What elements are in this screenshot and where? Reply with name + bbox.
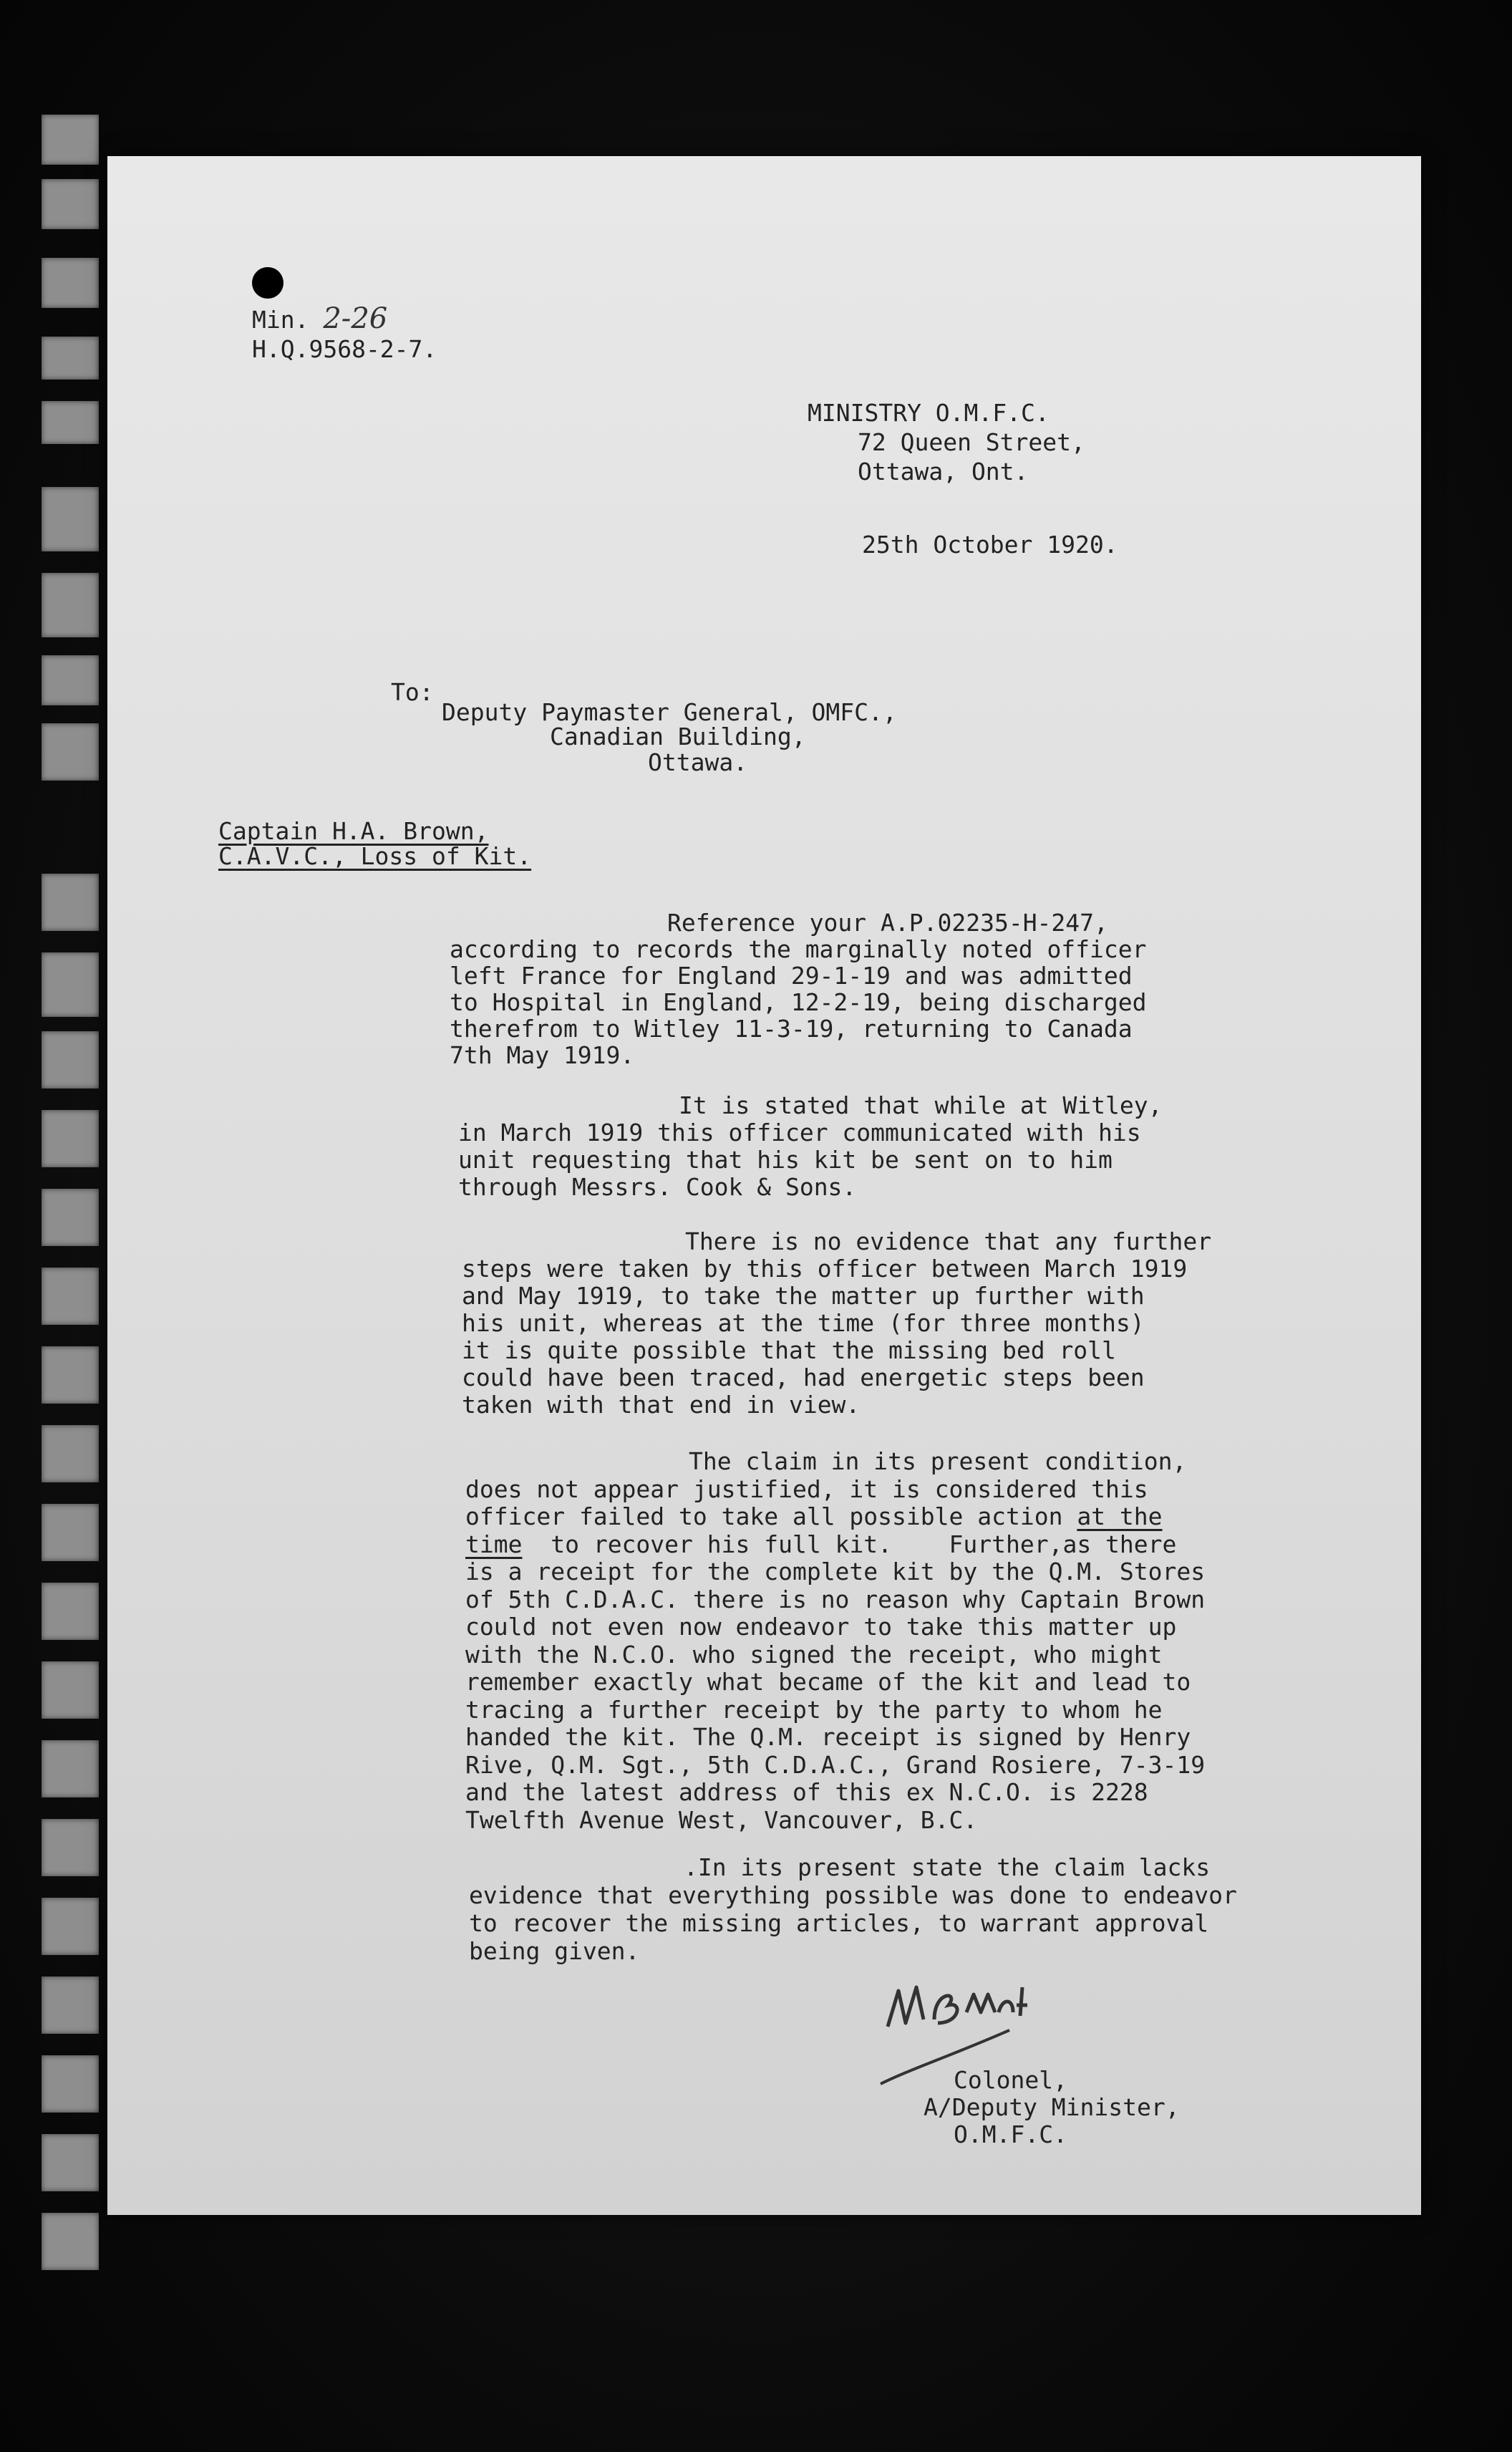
sprocket-hole [42,1031,99,1089]
to-label: To: [391,678,434,706]
min-handwritten-number: 2-26 [323,302,388,335]
paragraph-line: Rive, Q.M. Sgt., 5th C.D.A.C., Grand Rosiere, 7-3-19 [465,1750,1206,1779]
sender-address-line: 72 Queen Street, [858,428,1085,456]
paragraph-line: Twelfth Avenue West, Vancouver, B.C. [465,1805,978,1834]
paragraph-line: steps were taken by this officer between March 1919 [462,1255,1188,1283]
sprocket-hole [42,401,99,444]
sprocket-hole [42,337,99,380]
recipient-line: Ottawa. [648,748,748,776]
paragraph-fragment: to recover his full kit. Further,as there [522,1530,1177,1558]
paragraph-line: left France for England 29-1-19 and was admitted [450,962,1133,990]
sprocket-hole [42,1346,99,1404]
sprocket-hole [42,2055,99,2113]
sprocket-hole [42,179,99,229]
paragraph-line [465,1531,1205,1559]
paragraph-line: being given. [469,1937,640,1965]
file-reference [252,304,387,334]
paragraph-line: to recover the missing articles, to warrant approval [469,1909,1209,1937]
paragraph-5 [469,1853,1237,1965]
recipient-line: Canadian Building, [550,723,806,750]
paragraph-1 [450,909,1147,1068]
paragraph-line: handed the kit. The Q.M. receipt is signed by Henry [465,1723,1191,1751]
sprocket-hole [42,2213,99,2270]
sprocket-hole [42,723,99,781]
paragraph-line: taken with that end in view. [462,1391,861,1419]
sprocket-hole [42,487,99,551]
sprocket-hole [42,573,99,637]
sprocket-hole [42,1819,99,1876]
paragraph-line: it is quite possible that the missing bed roll [462,1336,1116,1364]
paragraph-line: remember exactly what became of the kit and lead to [465,1668,1191,1696]
paragraph-line: could have been traced, had energetic steps been [462,1363,1145,1391]
sprocket-hole [42,874,99,931]
paragraph-line: and the latest address of this ex N.C.O. is 2228 [465,1778,1148,1806]
paragraph-3 [462,1228,1211,1419]
sprocket-hole [42,2134,99,2191]
paragraph-line: of 5th C.D.A.C. there is no reason why Captain Brown [465,1585,1206,1613]
paragraph-line: does not appear justified, it is considered this [465,1474,1148,1503]
paragraph-line: with the N.C.O. who signed the receipt, who might [465,1640,1163,1669]
paragraph-line: There is no evidence that any further [685,1227,1212,1255]
sprocket-hole [42,952,99,1017]
paragraph-fragment: officer failed to take all possible action [465,1502,1077,1530]
sprocket-hole [42,1661,99,1719]
paragraph-line: evidence that everything possible was done to endeavor [469,1881,1237,1909]
sprocket-hole [42,258,99,308]
sprocket-hole [42,1268,99,1325]
sprocket-hole [42,1976,99,2034]
sprocket-hole [42,1110,99,1167]
paragraph-line: 7th May 1919. [450,1041,635,1069]
subject-line: C.A.V.C., Loss of Kit. [218,842,532,870]
min-label: Min. [252,306,309,334]
sprocket-hole [42,655,99,705]
hq-reference: H.Q.9568-2-7. [252,335,437,363]
signature-title: A/Deputy Minister, [924,2093,1180,2121]
paragraph-line: therefrom to Witley 11-3-19, returning to Canada [450,1015,1133,1043]
sprocket-hole [42,1425,99,1482]
paragraph-line: tracing a further receipt by the party to whom he [465,1695,1163,1724]
signature-title: Colonel, [954,2066,1067,2094]
underlined-phrase: at the [1077,1502,1163,1530]
sender-address-line: Ottawa, Ont. [858,458,1029,486]
paragraph-2 [458,1092,1163,1201]
sprocket-hole [42,1504,99,1561]
paragraph-line: his unit, whereas at the time (for three months) [462,1309,1145,1337]
paragraph-line: in March 1919 this officer communicated with his [458,1119,1141,1147]
paragraph-line: It is stated that while at Witley, [679,1091,1163,1119]
sprocket-hole [42,1189,99,1246]
paragraph-line: and May 1919, to take the matter up further with [462,1282,1145,1310]
paragraph-line: unit requesting that his kit be sent on to him [458,1146,1113,1174]
paragraph-line: according to records the marginally noted officer [450,935,1147,963]
paragraph-line: .In its present state the claim lacks [684,1853,1211,1881]
paragraph-line: to Hospital in England, 12-2-19, being discharged [450,988,1147,1016]
paragraph-line: Reference your A.P.02235-H-247, [667,909,1108,937]
sender-address-line: MINISTRY O.M.F.C. [808,399,1050,427]
underlined-phrase: time [465,1530,523,1558]
letter-date: 25th October 1920. [862,531,1118,559]
paragraph-line: could not even now endeavor to take this matter up [465,1613,1177,1641]
subject-line: Captain H.A. Brown, [218,817,489,845]
sprocket-hole [42,1583,99,1640]
signature-title: O.M.F.C. [954,2120,1067,2148]
paragraph-line [465,1503,1205,1531]
paragraph-4 [465,1448,1205,1834]
paragraph-line: through Messrs. Cook & Sons. [458,1173,857,1201]
sprocket-hole [42,1898,99,1955]
paragraph-line: The claim in its present condition, [689,1447,1187,1475]
sprocket-hole [42,115,99,165]
paragraph-line: is a receipt for the complete kit by the Q.M. Stores [465,1558,1206,1585]
sprocket-hole [42,1740,99,1797]
recipient-line: Deputy Paymaster General, OMFC., [442,698,897,726]
punch-hole [252,267,284,299]
